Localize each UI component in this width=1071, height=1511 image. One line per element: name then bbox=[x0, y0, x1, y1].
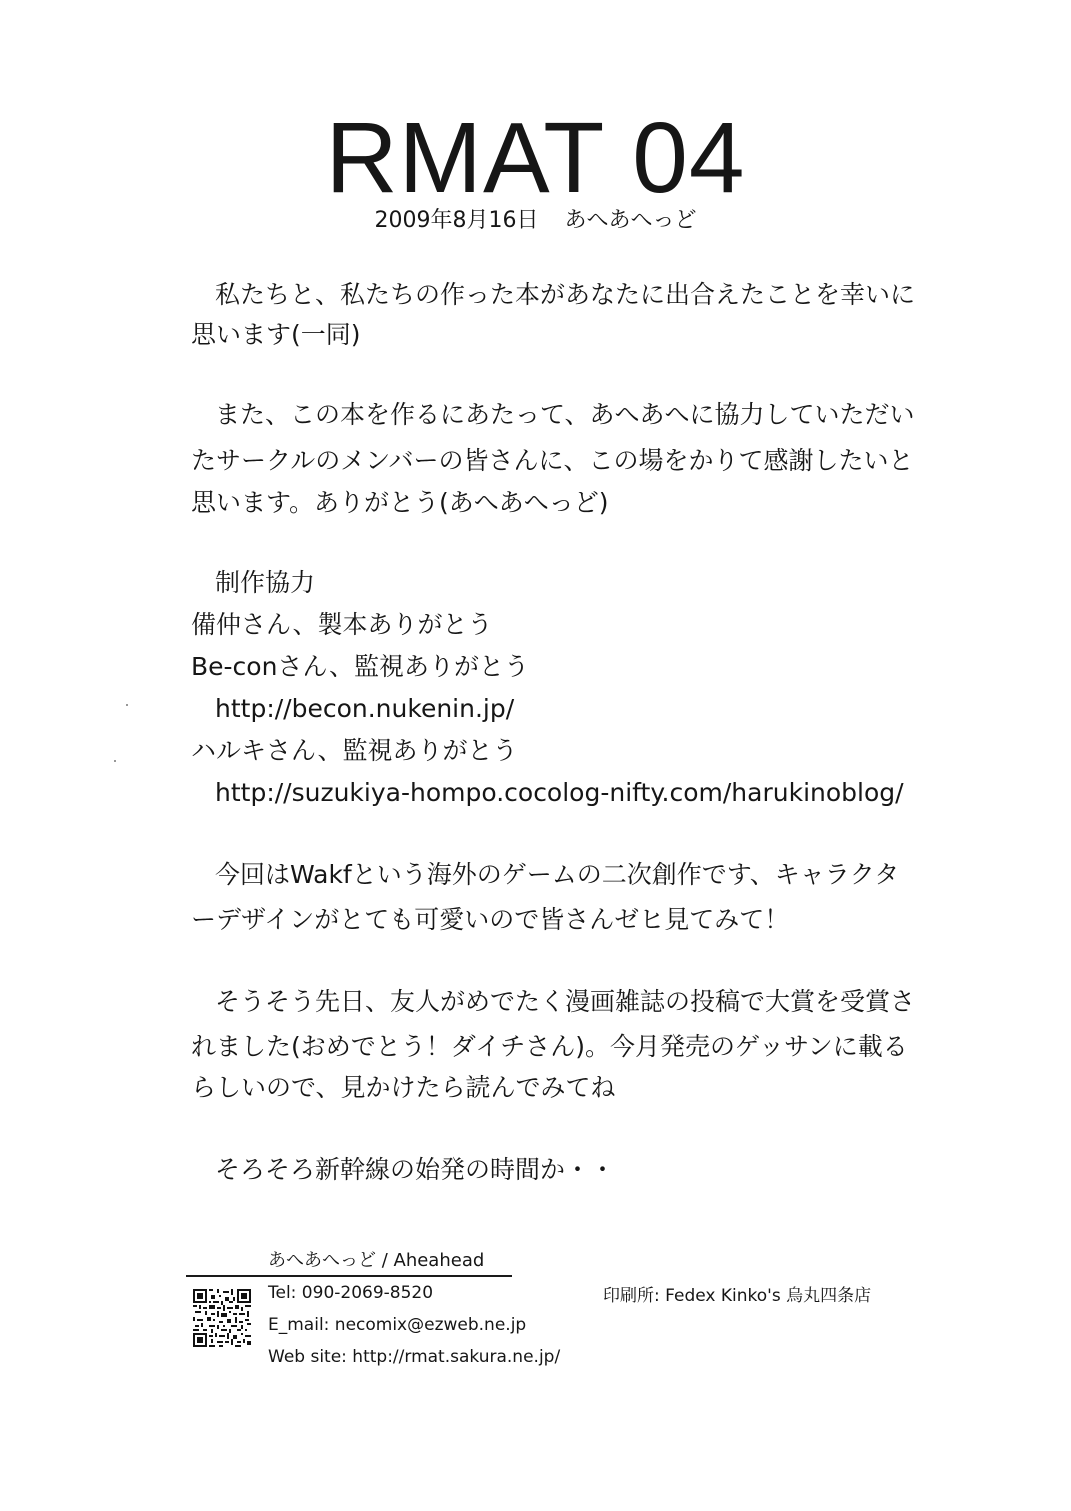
body-line: 思います(一同) bbox=[191, 320, 361, 349]
footer-tel: Tel: 090-2069-8520 bbox=[268, 1283, 434, 1303]
body-line: ーデザインがとても可愛いので皆さんゼヒ見てみて！ bbox=[191, 905, 790, 934]
footer-circle-name: あへあへっど / Aheahead bbox=[268, 1250, 485, 1271]
subtitle bbox=[0, 207, 1071, 235]
credit-line: ハルキさん、監視ありがとう bbox=[191, 736, 518, 765]
body-line: たサークルのメンバーの皆さんに、この場をかりて感謝したいと bbox=[191, 446, 914, 475]
footer-email: E_mail: necomix@ezweb.ne.jp bbox=[268, 1315, 527, 1335]
body-line: 思います。ありがとう(あへあへっど) bbox=[191, 488, 609, 517]
footer-printer: 印刷所: Fedex Kinko's 烏丸四条店 bbox=[603, 1286, 872, 1306]
credit-line: 備仲さん、製本ありがとう bbox=[191, 610, 493, 639]
qr-code-icon bbox=[193, 1289, 251, 1347]
body-line: そろそろ新幹線の始発の時間か・・ bbox=[215, 1155, 616, 1184]
credits-heading: 制作協力 bbox=[215, 568, 316, 597]
footer-website: Web site: http://rmat.sakura.ne.jp/ bbox=[268, 1347, 561, 1367]
page-title: RMAT 04 bbox=[325, 102, 746, 214]
body-line: 私たちと、私たちの作った本があなたに出合えたことを幸いに bbox=[215, 280, 916, 309]
footer-divider bbox=[186, 1275, 512, 1277]
body-line: れました(おめでとう！ダイチさん)。今月発売のゲッサンに載る bbox=[191, 1032, 908, 1061]
body-line: 今回はWakfという海外のゲームの二次創作です、キャラクタ bbox=[215, 860, 900, 889]
scan-speck bbox=[114, 760, 116, 762]
body-line: また、この本を作るにあたって、あへあへに協力していただい bbox=[215, 400, 915, 429]
scan-speck bbox=[126, 704, 128, 706]
subtitle-author: あへあへっど bbox=[564, 208, 697, 233]
credit-url: http://suzukiya-hompo.cocolog-nifty.com/harukinoblog/ bbox=[215, 778, 904, 807]
credit-url: http://becon.nukenin.jp/ bbox=[215, 694, 515, 723]
body-line: らしいので、見かけたら読んでみてね bbox=[191, 1073, 616, 1102]
subtitle-date: 2009年8月16日 bbox=[374, 208, 539, 233]
body-line: そうそう先日、友人がめでたく漫画雑誌の投稿で大賞を受賞さ bbox=[215, 987, 916, 1016]
credit-line: Be-conさん、監視ありがとう bbox=[191, 652, 529, 681]
